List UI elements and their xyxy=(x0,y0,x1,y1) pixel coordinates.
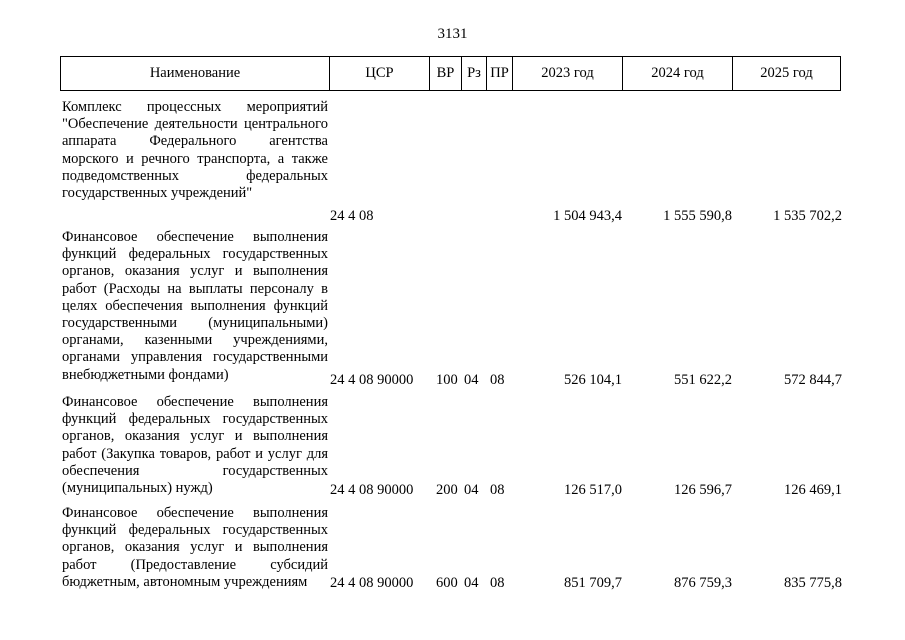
page-number: 3131 xyxy=(437,26,468,42)
column-header-rz: Рз xyxy=(461,57,486,90)
row-rz: 04 xyxy=(464,371,479,388)
column-header-vr: ВР xyxy=(429,57,461,90)
column-header-2024: 2024 год xyxy=(622,57,732,90)
row-rz: 04 xyxy=(464,481,479,498)
column-header-name: Наименование xyxy=(149,65,241,81)
row-csr: 24 4 08 90000 xyxy=(330,574,414,591)
row-vr: 600 xyxy=(436,574,458,591)
row-vr: 100 xyxy=(436,371,458,388)
row-value-2025: 126 469,1 xyxy=(784,481,842,498)
row-value-2023: 1 504 943,4 xyxy=(553,207,622,224)
table-row xyxy=(0,99,905,225)
column-header-pr: ПР xyxy=(486,57,512,90)
row-value-2024: 126 596,7 xyxy=(674,481,732,498)
row-pr: 08 xyxy=(490,371,505,388)
row-value-2023: 851 709,7 xyxy=(564,574,622,591)
row-value-2025: 1 535 702,2 xyxy=(773,207,842,224)
row-value-2024: 876 759,3 xyxy=(674,574,732,591)
table-row xyxy=(0,394,905,499)
row-value-2025: 835 775,8 xyxy=(784,574,842,591)
row-rz: 04 xyxy=(464,574,479,591)
column-header-2025: 2025 год xyxy=(732,57,840,90)
row-csr: 24 4 08 90000 xyxy=(330,481,414,498)
row-value-2024: 1 555 590,8 xyxy=(663,207,732,224)
row-name: Финансовое обеспечение выполнения функций федеральных государственных органов, оказания услуг и выполнения работ (Предоставление субсидий бюджетным, автономным учреждениям xyxy=(62,505,328,590)
table-row xyxy=(0,229,905,389)
table-header xyxy=(60,56,841,91)
row-name: Финансовое обеспечение выполнения функций федеральных государственных органов, оказания услуг и выполнения работ (Расходы на выплаты персоналу в целях обеспечения выполнения функций государственными (муниципальными) органами, казенными учреждениями, органами управления государственными внебюджетными фондами) xyxy=(62,229,328,383)
row-value-2023: 126 517,0 xyxy=(564,481,622,498)
column-header-csr: ЦСР xyxy=(329,57,429,90)
row-vr: 200 xyxy=(436,481,458,498)
row-pr: 08 xyxy=(490,574,505,591)
row-value-2024: 551 622,2 xyxy=(674,371,732,388)
row-pr: 08 xyxy=(490,481,505,498)
row-value-2025: 572 844,7 xyxy=(784,371,842,388)
row-value-2023: 526 104,1 xyxy=(564,371,622,388)
row-csr: 24 4 08 xyxy=(330,207,374,224)
column-header-2023: 2023 год xyxy=(512,57,622,90)
row-name: Комплекс процессных мероприятий "Обеспечение деятельности центрального аппарата Федерального агентства морского и речного транспорта, а также подведомственных федеральных государственных учреждений" xyxy=(62,99,328,202)
row-csr: 24 4 08 90000 xyxy=(330,371,414,388)
table-row xyxy=(0,505,905,592)
row-name: Финансовое обеспечение выполнения функций федеральных государственных органов, оказания услуг и выполнения работ (Закупка товаров, работ и услуг для обеспечения государственных (муниципальных) нужд) xyxy=(62,394,328,497)
